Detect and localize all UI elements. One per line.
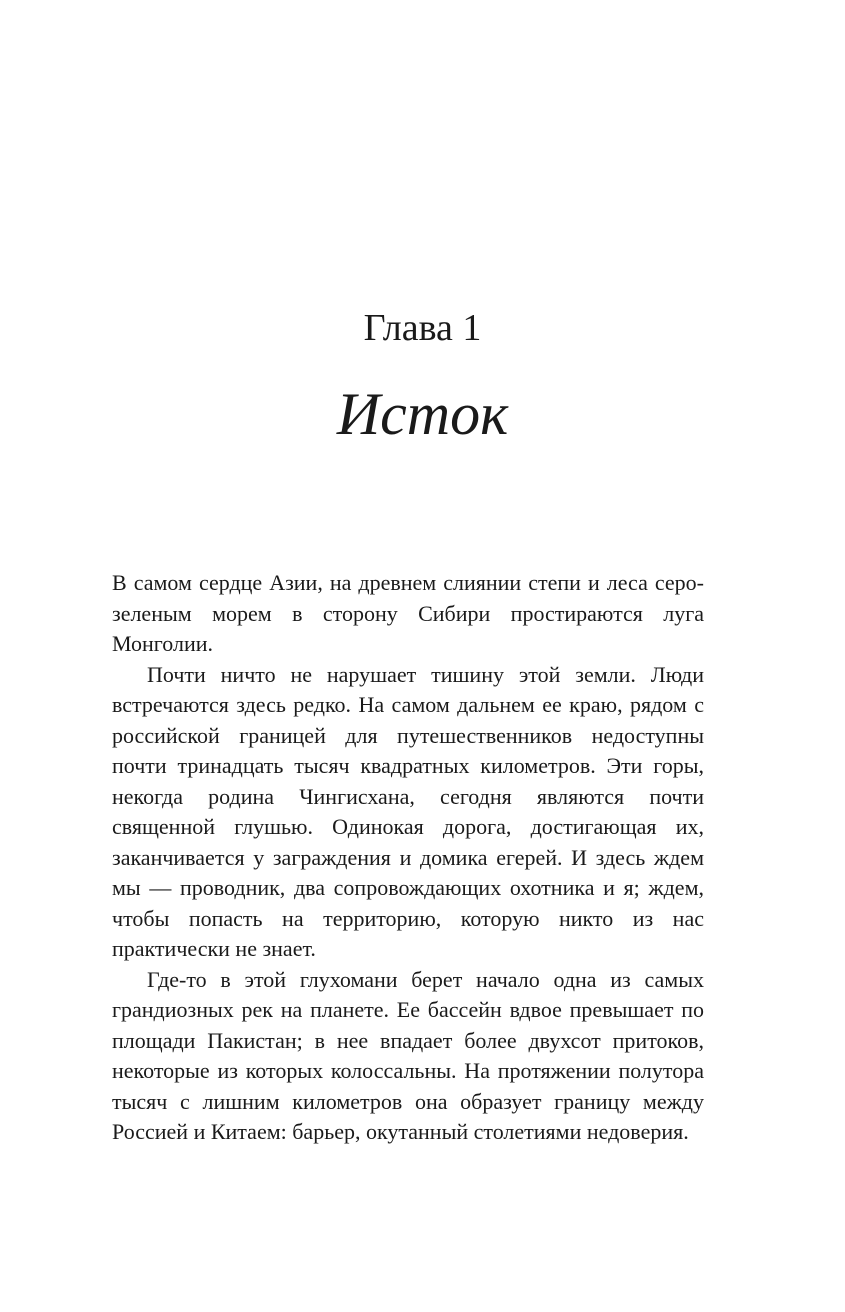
paragraph-2: Почти ничто не нарушает тишину этой земли. Люди встречаются здесь редко. На самом дальнем ее краю, рядом с российской границей для путешественников недоступны почти тринадцать тысяч квадратных километров. Эти горы, некогда родина Чингисхана, сегодня являются почти священной глушью. Одинокая дорога, достигающая их, заканчивается у заграждения и домика егерей. И здесь ждем мы — проводник, два сопровождающих охотника и я; ждем, чтобы попасть на территорию, которую никто из нас практически не знает. — [112, 661, 704, 961]
paragraph-1: В самом сердце Азии, на древнем слиянии степи и леса серо-зеленым морем в сторону Сибири простираются луга Монголии. — [112, 570, 704, 656]
chapter-body — [112, 568, 704, 1148]
chapter-number: Глава 1 — [363, 307, 482, 349]
paragraph-3: Где-то в этой глухомани берет начало одна из самых грандиозных рек на планете. Ее бассейн вдвое превышает по площади Пакистан; в нее впадает более двухсот притоков, некоторые из которых колоссальны. На протяжении полутора тысяч с лишним километров она образует границу между Россией и Китаем: барьер, окутанный столетиями недоверия. — [112, 966, 704, 1144]
chapter-title: Исток — [336, 381, 509, 447]
